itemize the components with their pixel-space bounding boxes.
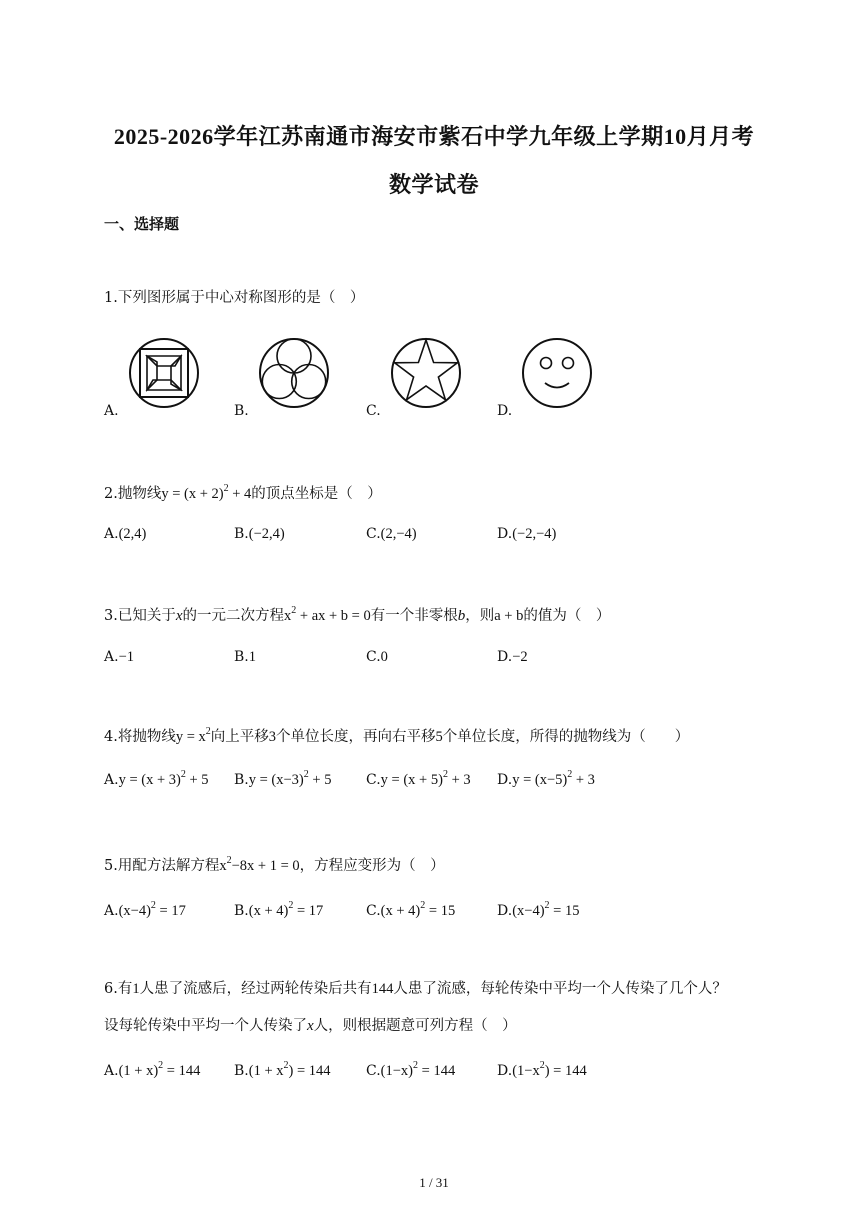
circle-star-icon	[389, 336, 463, 410]
q5-option-a: $A.(x-4)^2 = 17$	[104, 900, 186, 919]
q5-option-b: $B.(x + 4)^2 = 17$	[234, 900, 324, 919]
q6-option-c: $C.(1-x)^2 = 144$	[366, 1060, 456, 1079]
q1-option-d-label: D.	[497, 403, 513, 419]
question-6-line-2: 设每轮传染中平均一个人传染了x人，则根据题意可列方程（ ）	[104, 1018, 517, 1034]
q2-option-d: D.(−2,−4)	[497, 526, 557, 542]
q4-option-a: $A.y = (x + 3)^2 + 5$	[104, 769, 209, 788]
q3-option-a: A.−1	[104, 649, 134, 665]
q4-option-c: $C.y = (x + 5)^2 + 3$	[366, 769, 471, 788]
q3-option-b: B.1	[234, 649, 256, 665]
question-3-text: 3.已知关于x的一元二次方程$x^2$ + ax + b = 0有一个非零根b，则a + b的值为（ ）	[104, 605, 611, 624]
q2-formula: $y = (x + 2)^2 + 4$	[161, 483, 252, 502]
q2-prefix: 2.抛物线	[104, 486, 162, 502]
q4-option-b: $B.y = (x-3)^2 + 5$	[234, 769, 332, 788]
q5-option-c: $C.(x + 4)^2 = 15$	[366, 900, 456, 919]
circle-square-pinwheel-icon	[127, 336, 201, 410]
q4-option-d: $D.y = (x-5)^2 + 3$	[497, 769, 595, 788]
circle-three-petals-icon	[257, 336, 331, 410]
q6-option-b: $B.(1 + x^2) = 144$	[234, 1060, 331, 1079]
question-5-text: 5.用配方法解方程$x^2-8x + 1 = 0$，方程应变形为（ ）	[104, 855, 445, 874]
question-4-text: 4.将抛物线$y = x^2$向上平移3个单位长度，再向右平移5个单位长度，所得的抛物线为（ ）	[104, 726, 690, 745]
q3-option-c: C.0	[366, 649, 388, 665]
q3-equation: $x^2$ + ax + b = 0	[284, 605, 371, 624]
q2-option-a: A.(2,4)	[104, 526, 147, 542]
q1-option-b-label: B.	[234, 403, 249, 419]
q6-option-a: $A.(1 + x)^2 = 144$	[104, 1060, 201, 1079]
q6-option-d: $D.(1-x^2) = 144$	[497, 1060, 587, 1079]
q5-equation: $x^2-8x + 1 = 0$	[219, 855, 300, 874]
q2-suffix: 的顶点坐标是（ ）	[251, 486, 382, 502]
title-line-1: 2025-2026学年江苏南通市海安市紫石中学九年级上学期10月月考	[113, 124, 755, 149]
q5-option-d: $D.(x-4)^2 = 15$	[497, 900, 580, 919]
q3-option-d: D.−2	[497, 649, 528, 665]
question-2-text	[104, 484, 382, 504]
question-6-line-1: 6.有1人患了流感后，经过两轮传染后共有144人患了流感，每轮传染中平均一个人传染了几个人？	[104, 981, 727, 997]
q1-option-a-label: A.	[104, 403, 119, 419]
title-line-2: 数学试卷	[388, 172, 479, 197]
q1-option-c-label: C.	[366, 403, 381, 419]
q2-option-c: C.(2,−4)	[366, 526, 417, 542]
q2-option-b: B.(−2,4)	[234, 526, 285, 542]
section-heading: 一、选择题	[104, 215, 180, 233]
question-1-text: 1.下列图形属于中心对称图形的是（ ）	[104, 290, 365, 306]
page-number: 1 / 31	[419, 1175, 449, 1190]
smiley-face-icon	[520, 336, 594, 410]
